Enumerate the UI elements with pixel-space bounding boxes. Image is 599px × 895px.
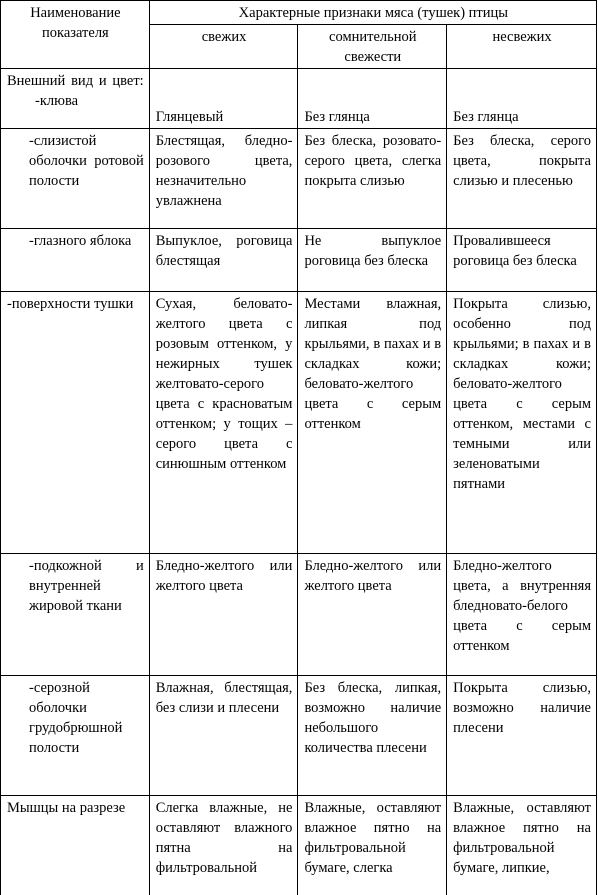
cell-text: -подкожной и внутренней жировой ткани bbox=[29, 558, 144, 614]
cell-fresh-fat bbox=[149, 554, 298, 676]
cell-stale-muscles bbox=[447, 796, 597, 895]
row-indicator-mucous bbox=[1, 129, 150, 229]
cell-fresh-muscles bbox=[149, 796, 298, 895]
row-indicator-fat bbox=[1, 554, 150, 676]
cell-text: Без глянца bbox=[304, 109, 370, 125]
indicator-appearance-label: Внешний вид и цвет: bbox=[7, 73, 144, 89]
cell-text: Не выпуклое роговица без блеска bbox=[304, 233, 442, 269]
cell-fresh-mucous bbox=[149, 129, 298, 229]
table-row bbox=[1, 796, 597, 895]
cell-doubtful-mucous bbox=[298, 129, 447, 229]
cell-text: Мышцы на разрезе bbox=[7, 800, 126, 816]
cell-stale-fat bbox=[447, 554, 597, 676]
header-indicator: Наименование показателя bbox=[1, 1, 150, 69]
cell-text: -серозной оболочки грудобрюшной полости bbox=[29, 680, 123, 756]
cell-text: -слизистой оболочки ротовой полости bbox=[29, 133, 144, 189]
table-row bbox=[1, 676, 597, 796]
cell-text: -глазного яблока bbox=[29, 233, 132, 249]
cell-text: Блестящая, бледно-розового цвета, незначительно увлажнена bbox=[155, 133, 293, 209]
header-stale: несвежих bbox=[447, 25, 597, 69]
row-indicator-surface bbox=[1, 292, 150, 554]
cell-text: Покрыта слизью, возможно наличие плесени bbox=[453, 680, 591, 736]
cell-text: Без глянца bbox=[453, 109, 519, 125]
cell-text: Выпуклое, роговица блестящая bbox=[155, 233, 293, 269]
table-row bbox=[1, 554, 597, 676]
cell-stale-surface bbox=[447, 292, 597, 554]
table-row bbox=[1, 229, 597, 292]
cell-stale-serous bbox=[447, 676, 597, 796]
cell-doubtful-serous bbox=[298, 676, 447, 796]
cell-doubtful-surface bbox=[298, 292, 447, 554]
cell-fresh-serous bbox=[149, 676, 298, 796]
header-characteristics: Характерные признаки мяса (тушек) птицы bbox=[149, 1, 596, 25]
cell-stale-beak bbox=[447, 69, 597, 129]
table-row bbox=[1, 69, 597, 129]
table-row bbox=[1, 292, 597, 554]
cell-fresh-beak bbox=[149, 69, 298, 129]
cell-text: Сухая, беловато-желтого цвета с розовым оттенком, у нежирных тушек желтовато-серого цвета с красноватым оттенком; у тощих – серого цвета с синюшным оттенком bbox=[155, 296, 293, 472]
cell-text: Без блеска, розовато-серого цвета, слегка покрыта слизью bbox=[304, 133, 442, 189]
cell-stale-eyeball bbox=[447, 229, 597, 292]
header-doubtful: сомнительной свежести bbox=[298, 25, 447, 69]
cell-text: -поверхности тушки bbox=[7, 296, 134, 312]
cell-text: Слегка влажные, не оставляют влажного пятна на фильтровальной bbox=[155, 800, 293, 876]
cell-text: Без блеска, липкая, возможно наличие небольшого количества плесени bbox=[304, 680, 442, 756]
cell-text: Бледно-желтого или желтого цвета bbox=[155, 558, 293, 594]
row-indicator-beak bbox=[1, 69, 150, 129]
cell-fresh-eyeball bbox=[149, 229, 298, 292]
cell-text: Местами влажная, липкая под крыльями, в пахах и в складках кожи; беловато-желтого цвета с серым оттенком bbox=[304, 296, 442, 432]
cell-text: Глянцевый bbox=[155, 109, 224, 125]
table-row bbox=[1, 129, 597, 229]
indicator-beak-label: -клюва bbox=[35, 93, 79, 109]
row-indicator-muscles bbox=[1, 796, 150, 895]
cell-doubtful-muscles bbox=[298, 796, 447, 895]
cell-text: Бледно-желтого или желтого цвета bbox=[304, 558, 442, 594]
cell-text: Влажная, блестящая, без слизи и плесени bbox=[155, 680, 293, 716]
cell-stale-mucous bbox=[447, 129, 597, 229]
cell-text: Влажные, оставляют влажное пятно на фильтровальной бумаге, слегка bbox=[304, 800, 442, 876]
cell-doubtful-beak bbox=[298, 69, 447, 129]
header-fresh: свежих bbox=[149, 25, 298, 69]
cell-text: Без блеска, серого цвета, покрыта слизью и плесенью bbox=[453, 133, 591, 189]
cell-text: Провалившееся роговица без блеска bbox=[453, 233, 577, 269]
cell-text: Влажные, оставляют влажное пятно на фильтровальной бумаге, липкие, bbox=[453, 800, 591, 876]
cell-doubtful-eyeball bbox=[298, 229, 447, 292]
row-indicator-eyeball bbox=[1, 229, 150, 292]
cell-fresh-surface bbox=[149, 292, 298, 554]
row-indicator-serous bbox=[1, 676, 150, 796]
cell-text: Покрыта слизью, особенно под крыльями; в пахах и в складках кожи; беловато-желтого цвета с серым оттенком, местами с темными или зеленоватыми пятнами bbox=[453, 296, 591, 492]
cell-doubtful-fat bbox=[298, 554, 447, 676]
cell-text: Бледно-желтого цвета, а внутренняя бледновато-белого цвета с серым оттенком bbox=[453, 558, 591, 654]
